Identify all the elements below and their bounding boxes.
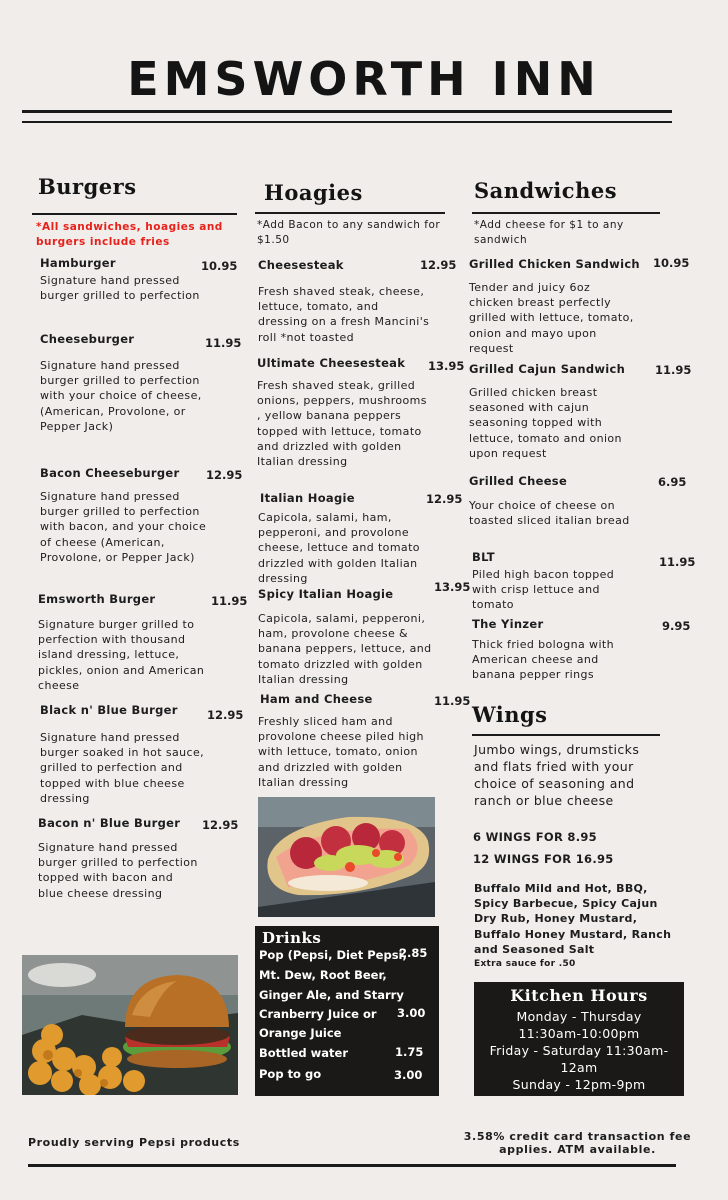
drink-line: Cranberry Juice or [259, 1007, 377, 1021]
menu-item-price: 12.95 [420, 258, 457, 272]
wings-option-12: 12 WINGS FOR 16.95 [473, 852, 614, 866]
wings-rule [472, 734, 660, 736]
menu-item-desc: Signature burger grilled to perfection with thousand island dressing, lettuce, pickles, onion and American cheese [38, 618, 205, 692]
menu-item-price: 12.95 [206, 468, 243, 482]
burgers-heading: Burgers [38, 174, 137, 199]
drink-line: Pop (Pepsi, Diet Pepsi, [259, 948, 407, 962]
menu-item-price: 13.95 [434, 580, 471, 594]
burger-image-icon [22, 955, 238, 1095]
menu-item-desc: Fresh shaved steak, grilled onions, peppers, mushrooms , yellow banana peppers topped with lettuce, tomato and drizzled with golden Italian dressing [257, 379, 427, 469]
drink-line: Bottled water [259, 1046, 348, 1060]
menu-item-price: 11.95 [434, 694, 471, 708]
wings-option-6: 6 WINGS FOR 8.95 [473, 830, 597, 844]
menu-item-name: Hamburger [40, 256, 116, 270]
hours-line: Friday - Saturday 11:30am- [489, 1043, 669, 1058]
menu-item-price: 11.95 [205, 336, 242, 350]
burger-photo [22, 955, 238, 1095]
menu-item-name: Emsworth Burger [38, 592, 156, 606]
footer-rule [28, 1164, 676, 1167]
wings-flavors: Buffalo Mild and Hot, BBQ, Spicy Barbecue, Spicy Cajun Dry Rub, Honey Mustard, Buffalo Honey Mustard, Ranch and Seasoned Salt [474, 882, 672, 956]
menu-item-price: 10.95 [201, 259, 238, 273]
menu-item-name: Italian Hoagie [260, 491, 355, 505]
hoagies-rule [255, 212, 445, 214]
menu-item-desc: Thick fried bologna with American cheese and banana pepper rings [472, 638, 614, 682]
footer-fee-line2: applies. ATM available. [499, 1143, 656, 1156]
wings-desc: Jumbo wings, drumsticks and flats fried with your choice of seasoning and ranch or blue cheese [474, 742, 640, 808]
menu-item-price: 11.95 [659, 555, 696, 569]
wings-heading: Wings [472, 702, 548, 727]
footer-fee-line1: 3.58% credit card transaction fee [463, 1130, 692, 1143]
drink-price: 1.75 [395, 1045, 424, 1059]
menu-item-price: 12.95 [202, 818, 239, 832]
menu-item-name: Black n' Blue Burger [40, 703, 178, 717]
burgers-note: *All sandwiches, hoagies and burgers include fries [36, 221, 223, 248]
menu-item-desc: Grilled chicken breast seasoned with cajun seasoning topped with lettuce, tomato and onion upon request [469, 386, 622, 460]
menu-item-desc: Signature hand pressed burger grilled to perfection with bacon, and your choice of cheese (American, Provolone, or Pepper Jack) [40, 490, 207, 564]
menu-item-name: Bacon Cheeseburger [40, 466, 180, 480]
sandwiches-heading: Sandwiches [474, 178, 618, 203]
drink-line: Pop to go [259, 1067, 322, 1081]
menu-item-desc: Your choice of cheese on toasted sliced italian bread [469, 499, 630, 528]
hoagie-image-icon [258, 797, 435, 917]
menu-item-desc: Freshly sliced ham and provolone cheese piled high with lettuce, tomato, onion and drizzled with golden Italian dressing [258, 715, 424, 789]
header-rule-bottom [22, 121, 672, 123]
menu-item-desc: Signature hand pressed burger grilled to perfection with your choice of cheese, (American, Provolone, or Pepper Jack) [40, 359, 202, 433]
menu-item-price: 13.95 [428, 359, 465, 373]
footer-fee-note [440, 1130, 715, 1156]
sandwiches-rule [472, 212, 660, 214]
menu-item-desc: Signature hand pressed burger grilled to perfection [40, 274, 200, 303]
wings-extra-sauce: Extra sauce for .50 [474, 959, 576, 969]
restaurant-title: EMSWORTH INN [127, 52, 601, 106]
menu-item-name: Grilled Chicken Sandwich [469, 257, 640, 271]
menu-item-desc: Piled high bacon topped with crisp lettuce and tomato [472, 568, 615, 612]
menu-item-price: 6.95 [658, 475, 687, 489]
hoagies-note: *Add Bacon to any sandwich for $1.50 [257, 219, 441, 246]
menu-item-name: Cheeseburger [40, 332, 135, 346]
menu-item-desc: Fresh shaved steak, cheese, lettuce, tomato, and dressing on a fresh Mancini's roll *not toasted [258, 285, 430, 344]
menu-item-desc: Capicola, salami, ham, pepperoni, and provolone cheese, lettuce and tomato drizzled with golden Italian dressing [258, 511, 420, 585]
footer-pepsi-note: Proudly serving Pepsi products [28, 1136, 240, 1149]
drinks-box [255, 926, 439, 1096]
drink-price: 3.00 [394, 1068, 423, 1082]
menu-item-name: Ham and Cheese [260, 692, 373, 706]
menu-item-desc: Signature hand pressed burger grilled to perfection topped with bacon and blue cheese dressing [38, 841, 198, 900]
menu-item-price: 10.95 [653, 256, 690, 270]
menu-item-name: Grilled Cheese [469, 474, 568, 488]
hours-line: 12am [560, 1060, 598, 1075]
drinks-heading: Drinks [262, 929, 322, 947]
menu-item-price: 12.95 [207, 708, 244, 722]
menu-item-price: 11.95 [211, 594, 248, 608]
burgers-rule [32, 213, 237, 215]
menu-item-name: Ultimate Cheesesteak [257, 356, 406, 370]
kitchen-hours-box [474, 982, 684, 1096]
menu-item-name: The Yinzer [472, 617, 544, 631]
menu-item-name: Cheesesteak [258, 258, 344, 272]
sandwiches-note: *Add cheese for $1 to any sandwich [474, 219, 624, 246]
menu-item-desc: Capicola, salami, pepperoni, ham, provolone cheese & banana peppers, lettuce, and tomato drizzled with golden Italian dressing [258, 612, 432, 686]
drink-price: 2.85 [399, 946, 428, 960]
menu-item-price: 9.95 [662, 619, 691, 633]
drink-line: Orange Juice [259, 1026, 342, 1040]
hours-line: Sunday - 12pm-9pm [512, 1077, 646, 1092]
hours-line: 11:30am-10:00pm [518, 1026, 640, 1041]
menu-item-name: Bacon n' Blue Burger [38, 816, 181, 830]
menu-item-desc: Signature hand pressed burger soaked in hot sauce, grilled to perfection and topped with blue cheese dressing [40, 731, 205, 805]
menu-item-price: 11.95 [655, 363, 692, 377]
drink-price: 3.00 [397, 1006, 426, 1020]
menu-item-name: Grilled Cajun Sandwich [469, 362, 626, 376]
drink-line: Mt. Dew, Root Beer, [259, 968, 387, 982]
drink-line: Ginger Ale, and Starry [259, 988, 404, 1002]
menu-item-desc: Tender and juicy 6oz chicken breast perfectly grilled with lettuce, tomato, onion and mayo upon request [469, 281, 634, 355]
kitchen-hours-heading: Kitchen Hours [510, 986, 648, 1005]
header-rule-top [22, 110, 672, 113]
menu-item-name: Spicy Italian Hoagie [258, 587, 394, 601]
hours-line: Monday - Thursday [516, 1009, 642, 1024]
menu-item-name: BLT [472, 550, 495, 564]
hoagie-photo [258, 797, 435, 917]
menu-item-price: 12.95 [426, 492, 463, 506]
hoagies-heading: Hoagies [264, 180, 363, 205]
